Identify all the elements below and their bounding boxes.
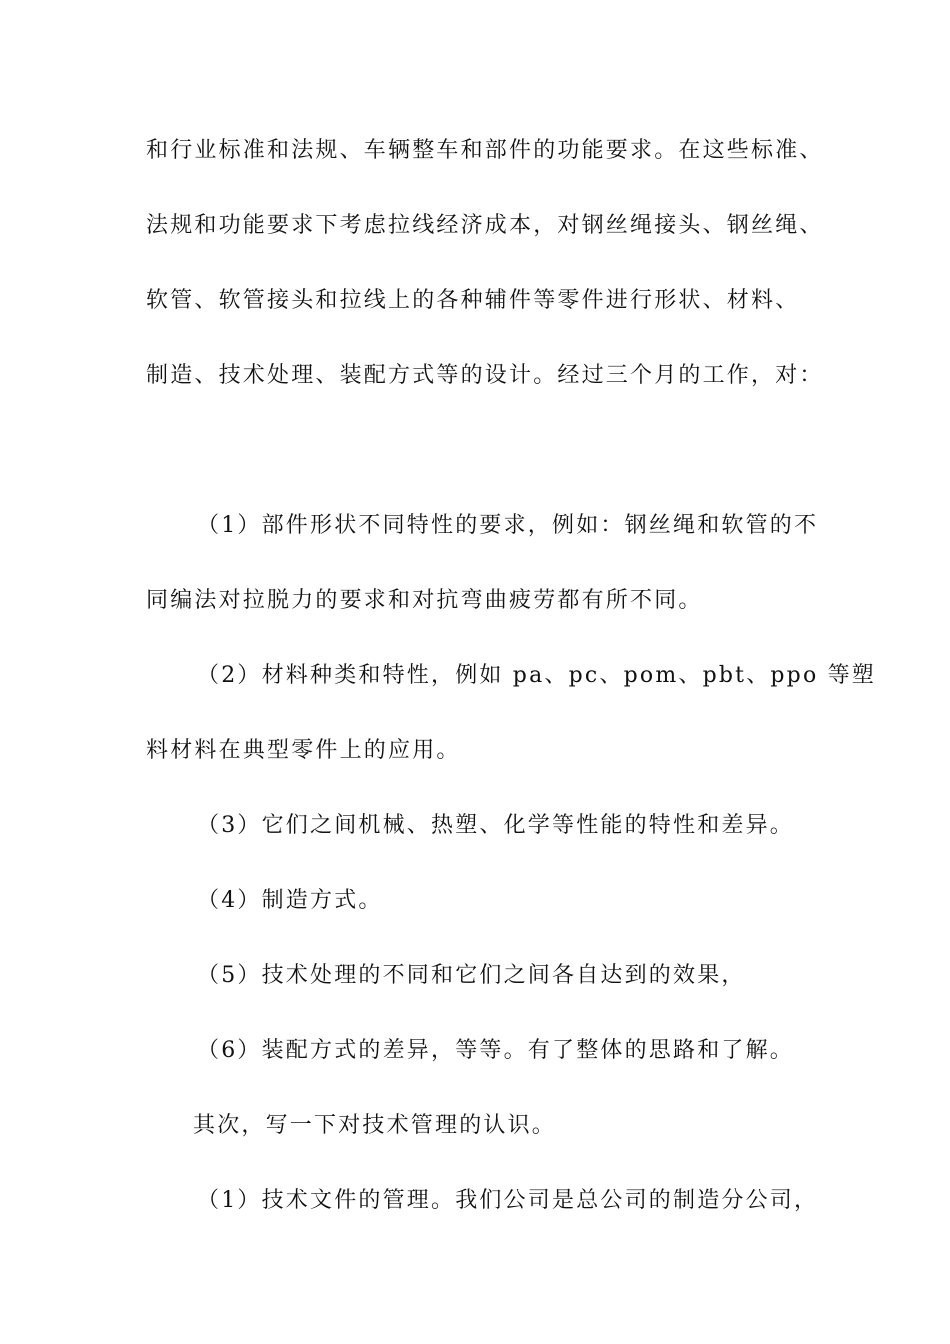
text-line-14: （1）技术文件的管理。我们公司是总公司的制造分公司， [197, 1188, 819, 1213]
text-line-12: （6）装配方式的差异，等等。有了整体的思路和了解。 [197, 1038, 794, 1063]
text-line-2: 法规和功能要求下考虑拉线经济成本，对钢丝绳接头、钢丝绳、 [146, 213, 824, 238]
text-line-11: （5）技术处理的不同和它们之间各自达到的效果， [197, 963, 746, 988]
text-line-10: （4）制造方式。 [197, 888, 383, 913]
text-line-5: （1）部件形状不同特性的要求，例如：钢丝绳和软管的不 [197, 513, 819, 538]
text-line-1: 和行业标准和法规、车辆整车和部件的功能要求。在这些标准、 [146, 138, 824, 163]
text-line-7: （2）材料种类和特性，例如 pa、pc、pom、pbt、ppo 等塑 [197, 663, 876, 688]
text-line-6: 同编法对拉脱力的要求和对抗弯曲疲劳都有所不同。 [146, 588, 703, 613]
text-line-13: 其次，写一下对技术管理的认识。 [193, 1113, 557, 1138]
text-line-9: （3）它们之间机械、热塑、化学等性能的特性和差异。 [197, 813, 794, 838]
text-line-3: 软管、软管接头和拉线上的各种辅件等零件进行形状、材料、 [146, 288, 800, 313]
text-line-4: 制造、技术处理、装配方式等的设计。经过三个月的工作，对： [146, 363, 824, 388]
text-line-8: 料材料在典型零件上的应用。 [146, 738, 461, 763]
